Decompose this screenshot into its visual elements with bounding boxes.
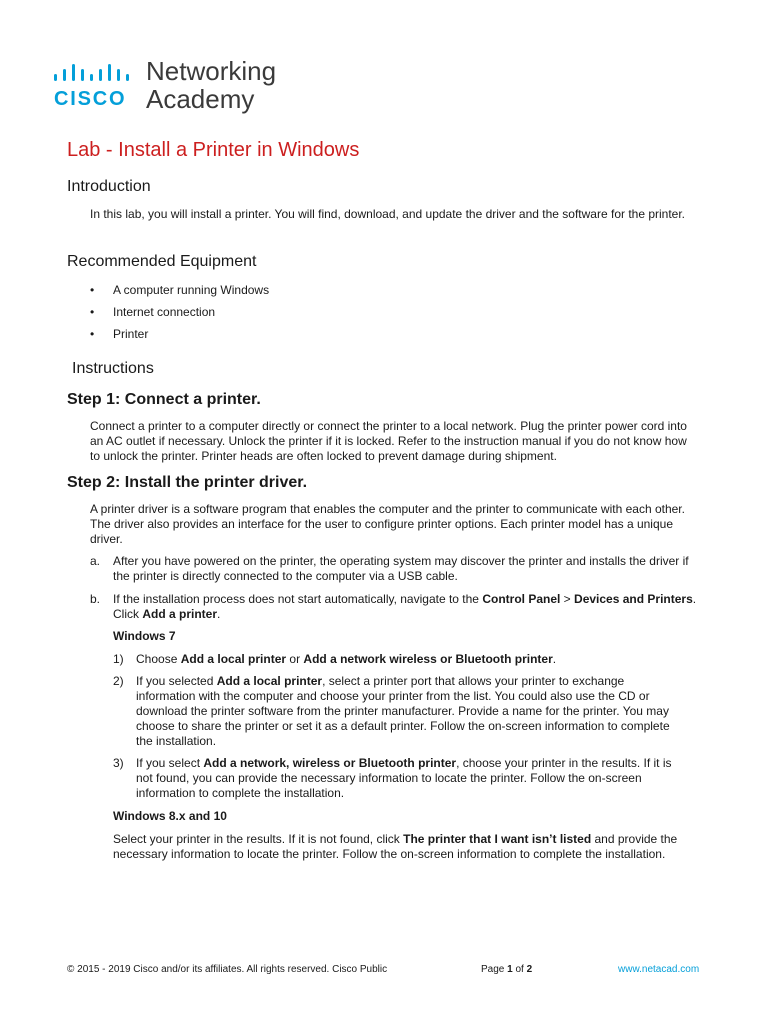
cisco-wordmark: CISCO	[54, 88, 127, 110]
equipment-list	[90, 283, 269, 349]
equipment-item	[90, 305, 269, 327]
equipment-item	[90, 283, 269, 305]
page-current: 1	[507, 964, 513, 975]
windows7-item-3-text	[136, 756, 676, 801]
bullet-icon: •	[90, 283, 95, 297]
item-marker: a.	[90, 554, 101, 568]
step2-item-a-text: After you have powered on the printer, the operating system may discover the printer and installs the driver if the printer is directly connected to the computer via a USB cable.	[113, 554, 689, 583]
bold-run: The printer that I want isn’t listed	[403, 832, 592, 846]
text-run: >	[560, 592, 575, 606]
bold-run: Add a network wireless or Bluetooth printer	[303, 652, 553, 666]
cisco-networking-academy-logo	[52, 56, 312, 118]
step2-item-b-text	[113, 592, 700, 622]
academy-wordmark: Academy	[146, 84, 255, 114]
step2-heading: Step 2: Install the printer driver.	[67, 474, 308, 491]
equipment-item	[90, 327, 269, 349]
windows7-item-2-text	[136, 674, 676, 749]
windows8-text	[113, 832, 703, 862]
add-printer-label: Add a printer	[142, 607, 218, 621]
footer-copyright: © 2015 - 2019 Cisco and/or its affiliates. All rights reserved. Cisco Public	[67, 964, 388, 975]
control-panel-label: Control Panel	[482, 592, 561, 606]
devices-printers-label: Devices and Printers	[574, 592, 693, 606]
text-run: , choose your printer in the results. If it is not found, you can provide the necessary information to locate the printer. Follow the on-screen information to complete the installation.	[136, 756, 672, 800]
equipment-item-label: Printer	[113, 327, 149, 341]
document-title: Lab - Install a Printer in Windows	[67, 139, 360, 161]
text-run: Select your printer in the results. If it is not found, click	[113, 832, 404, 846]
step1-text: Connect a printer to a computer directly or connect the printer to a local network. Plug the printer power cord into an AC outlet if necessary. Unlock the printer if it is locked. Refer to the instruction manual if you do not know how to unlock the printer. Printer heads are often locked to prevent damage during shipment.	[90, 419, 687, 463]
bold-run: Add a local printer	[180, 652, 287, 666]
text-run: .	[217, 607, 221, 621]
bold-run: Add a network, wireless or Bluetooth printer	[203, 756, 457, 770]
item-marker: 2)	[113, 674, 124, 688]
networking-wordmark: Networking	[146, 56, 277, 86]
windows7-item-1-text	[136, 652, 676, 667]
page-total: 2	[526, 964, 533, 975]
footer-page-number	[481, 964, 532, 975]
text-run: Choose	[136, 652, 181, 666]
cisco-bridge-icon	[52, 60, 142, 86]
bullet-icon: •	[90, 305, 95, 319]
introduction-text: In this lab, you will install a printer. You will find, download, and update the driver and the software for the printer.	[90, 207, 686, 221]
step2-text: A printer driver is a software program that enables the computer and the printer to communicate with each other. The driver also provides an interface for the user to configure printer options. Each printer model has a unique driver.	[90, 502, 685, 546]
equipment-item-label: Internet connection	[113, 305, 216, 319]
equipment-item-label: A computer running Windows	[113, 283, 270, 297]
introduction-heading: Introduction	[67, 178, 151, 195]
text-run: . Click	[113, 592, 697, 621]
equipment-heading: Recommended Equipment	[67, 253, 257, 270]
text-run: If the installation process does not start automatically, navigate to the	[113, 592, 483, 606]
windows8-heading: Windows 8.x and 10	[113, 809, 227, 823]
windows7-item-3	[113, 756, 673, 802]
text-run: .	[552, 652, 557, 666]
footer-url-link[interactable]: www.netacad.com	[618, 964, 700, 975]
item-marker: b.	[90, 592, 101, 606]
text-run: or	[286, 652, 304, 666]
step2-item-a	[90, 554, 700, 586]
text-run: If you selected	[136, 674, 217, 688]
text-run: , select a printer port that allows your printer to exchange information with the computer and choose your printer from the list. You could also use the CD or download the printer software from the printer manufacturer. Provide a name for the printer. You may choose to share the printer or set it as a default printer. Follow the on-screen information to complete the installation.	[136, 674, 670, 748]
bold-run: Add a local printer	[216, 674, 323, 688]
windows7-heading: Windows 7	[113, 629, 176, 643]
item-marker: 3)	[113, 756, 124, 770]
windows7-item-2	[113, 674, 673, 750]
windows7-item-1	[113, 652, 673, 668]
item-marker: 1)	[113, 652, 124, 666]
text-run: of	[512, 964, 527, 975]
step1-heading: Step 1: Connect a printer.	[67, 391, 261, 408]
text-run: If you select	[136, 756, 204, 770]
bullet-icon: •	[90, 327, 95, 341]
text-run: Page	[481, 964, 508, 975]
text-run: and provide the necessary information to locate the printer. Follow the on-screen information to complete the installation.	[113, 832, 678, 861]
instructions-heading: Instructions	[72, 360, 154, 377]
step2-item-b	[90, 592, 700, 624]
